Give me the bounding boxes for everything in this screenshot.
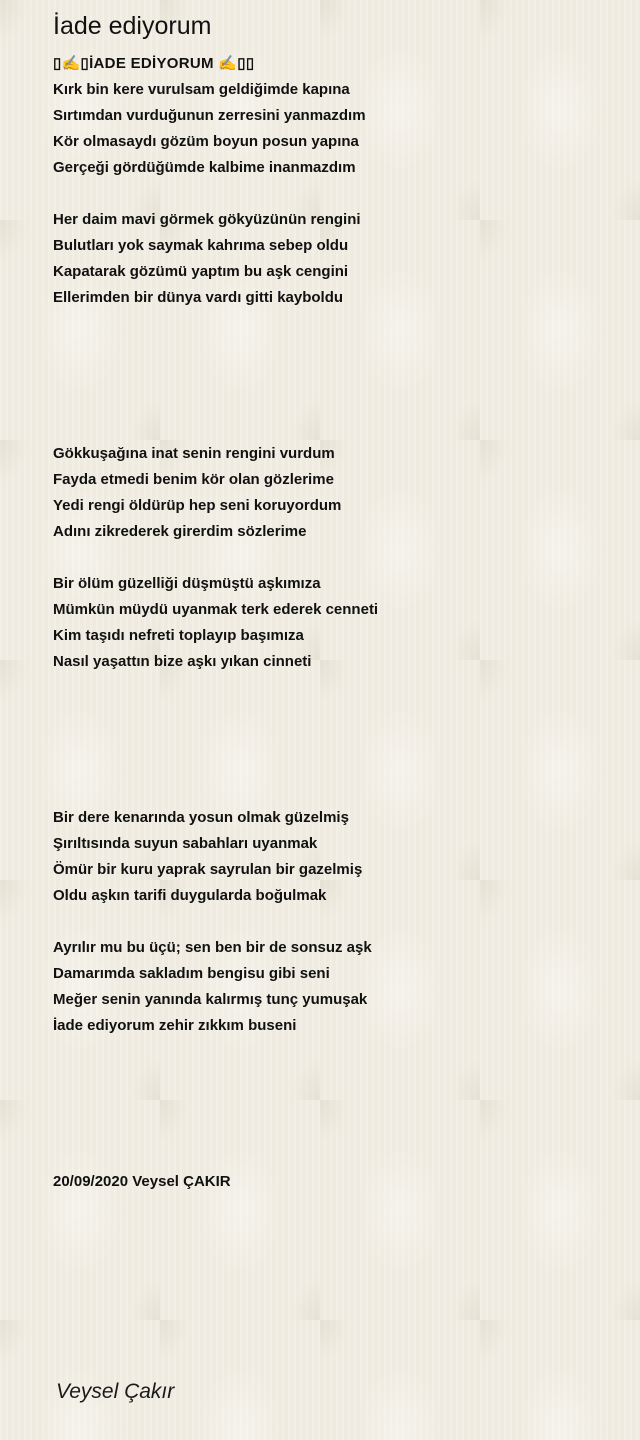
poem-blank-line [53, 675, 613, 701]
poem-blank-line [53, 1091, 613, 1117]
poem-body [53, 51, 613, 1195]
poem-date-signature: 20/09/2020 Veysel ÇAKIR [53, 1173, 231, 1190]
poem-line: Şırıltısında suyun sabahları uyanmak [53, 835, 318, 852]
poem-line: Fayda etmedi benim kör olan gözlerime [53, 471, 334, 488]
poem-line: Her daim mavi görmek gökyüzünün rengini [53, 211, 361, 228]
poem-line: Sırtımdan vurduğunun zerresini yanmazdım [53, 107, 366, 124]
poem-blank-line [53, 181, 613, 207]
poem-line: Kırk bin kere vurulsam geldiğimde kapına [53, 81, 350, 98]
poem-line: Mümkün müydü uyanmak terk ederek cenneti [53, 601, 379, 618]
poem-line: Kim taşıdı nefreti toplayıp başımıza [53, 627, 304, 644]
poem-line: Ayrılır mu bu üçü; sen ben bir de sonsuz aşk [53, 939, 372, 956]
poem-line: Adını zikrederek girerdim sözlerime [53, 523, 307, 540]
poem-line: Gerçeği gördüğümde kalbime inanmazdım [53, 159, 356, 176]
poem-blank-line [53, 311, 613, 337]
poem-blank-line [53, 363, 613, 389]
poem-blank-line [53, 1143, 613, 1169]
author-name: Veysel Çakır [56, 1380, 175, 1403]
poem-blank-line [53, 779, 613, 805]
poem-blank-line [53, 389, 613, 415]
poem-line: Damarımda sakladım bengisu gibi seni [53, 965, 330, 982]
poem-blank-line [53, 1065, 613, 1091]
poem-blank-line [53, 415, 613, 441]
poem-line: Yedi rengi öldürüp hep seni koruyordum [53, 497, 342, 514]
poem-blank-line [53, 727, 613, 753]
poem-blank-line [53, 1117, 613, 1143]
poem-blank-line [53, 1039, 613, 1065]
poem-blank-line [53, 909, 613, 935]
poem-blank-line [53, 701, 613, 727]
poem-line: Ellerimden bir dünya vardı gitti kayboldu [53, 289, 344, 306]
poem-line: Ömür bir kuru yaprak sayrulan bir gazelmiş [53, 861, 363, 878]
poem-line: Bir dere kenarında yosun olmak güzelmiş [53, 809, 349, 826]
poem-blank-line [53, 545, 613, 571]
poem-line: İade ediyorum zehir zıkkım buseni [53, 1017, 297, 1034]
poem-line: Kör olmasaydı gözüm boyun posun yapına [53, 133, 359, 150]
poem-line: Gökkuşağına inat senin rengini vurdum [53, 445, 335, 462]
poem-line: ▯✍▯İADE EDİYORUM ✍▯▯ [53, 55, 255, 72]
poem-line: Meğer senin yanında kalırmış tunç yumuşak [53, 991, 368, 1008]
poem-line: Nasıl yaşattın bize aşkı yıkan cinneti [53, 653, 312, 670]
poem-line: Oldu aşkın tarifi duygularda boğulmak [53, 887, 327, 904]
poem-line: Bir ölüm güzelliği düşmüştü aşkımıza [53, 575, 321, 592]
poem-line: Bulutları yok saymak kahrıma sebep oldu [53, 237, 349, 254]
poem-title: İade ediyorum [53, 12, 212, 40]
poem-blank-line [53, 753, 613, 779]
poem-blank-line [53, 337, 613, 363]
poem-line: Kapatarak gözümü yaptım bu aşk cengini [53, 263, 349, 280]
